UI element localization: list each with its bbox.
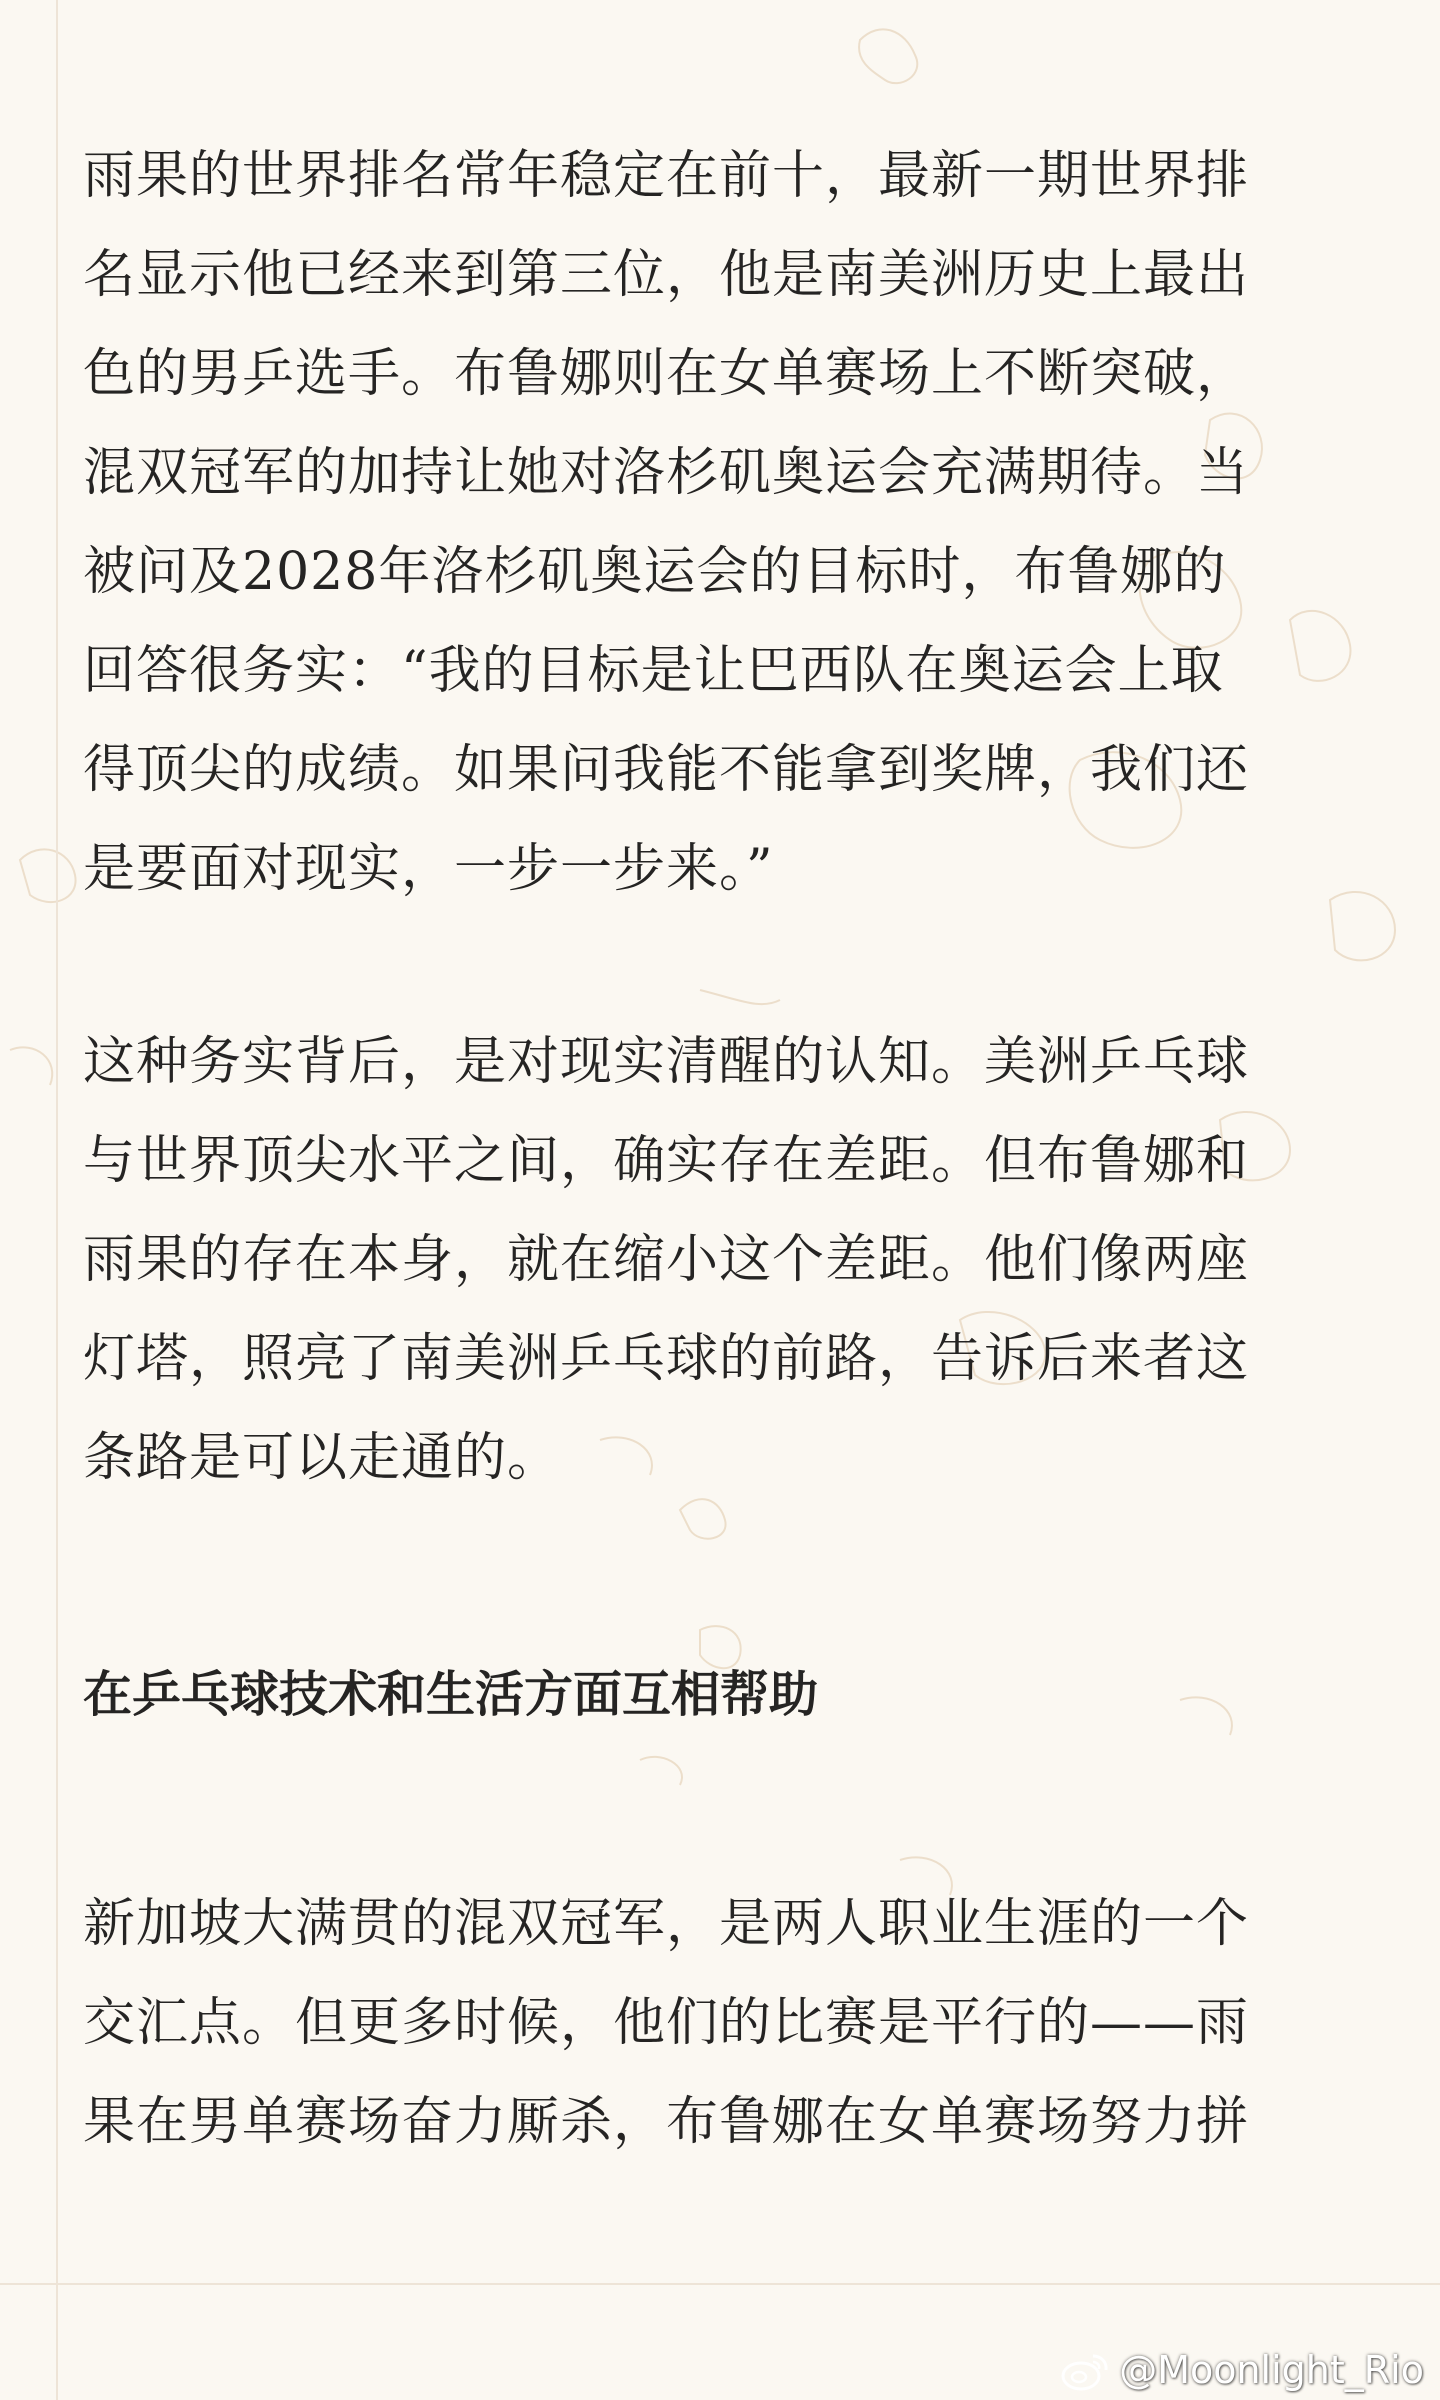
- paragraph-1: 雨果的世界排名常年稳定在前十，最新一期世界排 名显示他已经来到第三位，他是南美洲历史上最出 色的男乒选手。布鲁娜则在女单赛场上不断突破， 混双冠军的加持让她对洛杉矶奥运会充满期待。当 被问及2028年洛杉矶奥运会的目标时，布鲁娜的 回答很务实：“我的目标是让巴西队在奥运会上取 得顶尖的成绩。如果问我能不能拿到奖牌，我们还 是要面对现实，一步一步来。”: [83, 146, 1250, 899]
- left-margin-rule: [56, 0, 58, 2400]
- watermark-handle: @Moonlight_Rio: [1119, 2348, 1424, 2392]
- section-subheading: 在乒乓球技术和生活方面互相帮助: [83, 1665, 819, 1723]
- weibo-watermark: [1059, 2348, 1424, 2392]
- bottom-rule: [0, 2283, 1440, 2285]
- article-body: [83, 127, 1363, 2172]
- weibo-icon: [1059, 2348, 1111, 2392]
- paragraph-2: 这种务实背后，是对现实清醒的认知。美洲乒乓球 与世界顶尖水平之间，确实存在差距。但布鲁娜和 雨果的存在本身，就在缩小这个差距。他们像两座 灯塔，照亮了南美洲乒乓球的前路，告诉后来者这 条路是可以走通的。: [83, 1032, 1250, 1488]
- paragraph-3: 新加坡大满贯的混双冠军，是两人职业生涯的一个 交汇点。但更多时候，他们的比赛是平行的——雨 果在男单赛场奋力厮杀，布鲁娜在女单赛场努力拼: [83, 1894, 1250, 2152]
